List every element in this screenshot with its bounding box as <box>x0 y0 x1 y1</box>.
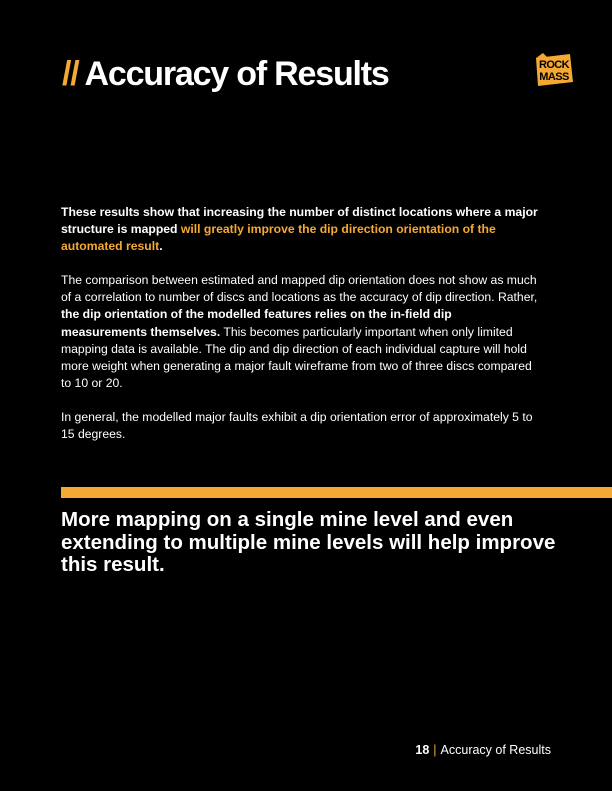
rockmass-logo <box>533 52 575 88</box>
para1-end: . <box>159 239 163 254</box>
title-prefix: // <box>62 55 79 93</box>
page-title <box>62 54 389 94</box>
accent-divider <box>61 487 612 498</box>
title-text: Accuracy of Results <box>84 55 389 93</box>
footer-separator: | <box>433 743 437 757</box>
para1-bold-text: These results show that increasing the number of distinct locations where a major structure is mapped <box>61 205 538 237</box>
paragraph-3: In general, the modelled major faults exhibit a dip orientation error of approximately 5 to 15 degrees. <box>61 409 533 442</box>
para2-end: This becomes particularly important when only limited mapping data is available. The dip and dip direction of each individual capture will hold more weight when generating a major fault wireframe from two of three discs compared to 10 or 20. <box>61 324 532 390</box>
callout-text: More mapping on a single mine level and even extending to multiple mine levels will help improve this result. <box>61 508 556 576</box>
page-number: 18 <box>415 743 430 757</box>
logo-text-rock: ROCK <box>539 59 569 71</box>
page-footer <box>415 742 551 758</box>
paragraph-2 <box>61 272 541 392</box>
logo-text-mass: MASS <box>539 71 569 83</box>
para2-bold-text: the dip orientation of the modelled features relies on the in-field dip measurements themselves. <box>61 307 452 339</box>
body-content <box>61 204 541 460</box>
para1-accent-text: will greatly improve the dip direction orientation of the automated result <box>61 222 496 254</box>
paragraph-1 <box>61 204 541 255</box>
footer-section-title: Accuracy of Results <box>440 743 551 757</box>
para2-start: The comparison between estimated and mapped dip orientation does not show as much of a correlation to number of discs and locations as the accuracy of dip direction. Rather, <box>61 273 538 305</box>
